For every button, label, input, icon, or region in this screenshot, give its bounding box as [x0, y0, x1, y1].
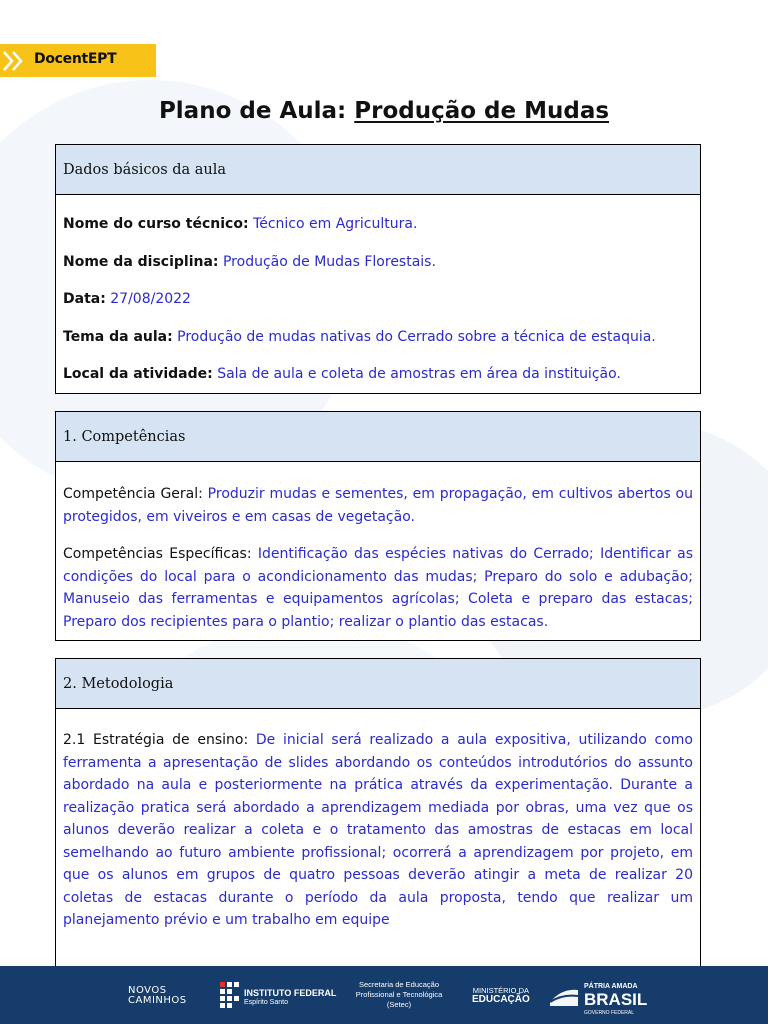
- brasil-wordmark: BRASIL: [584, 990, 648, 1009]
- row-label: Tema da aula:: [63, 328, 173, 345]
- competencia-geral: [63, 483, 693, 528]
- row-label: Competências Específicas:: [63, 546, 252, 562]
- docentept-logo: [0, 44, 156, 77]
- row-label: Nome do curso técnico:: [63, 216, 249, 232]
- governo-federal: GOVERNO FEDERAL: [584, 1010, 635, 1016]
- novos-caminhos-logo: [128, 986, 187, 1006]
- governo-federal-logo: [584, 982, 647, 1018]
- row-label: Local da atividade:: [63, 366, 213, 382]
- competencias-section: [55, 411, 701, 641]
- brasil-flag-icon: [548, 986, 580, 1008]
- section-header: Dados básicos da aula: [56, 145, 700, 195]
- ministerio-line2: EDUCAÇÃO: [472, 994, 530, 1005]
- estrategia-ensino: [63, 729, 693, 932]
- instituto-federal-icon: [220, 982, 240, 1008]
- row-label: Nome da disciplina:: [63, 253, 219, 270]
- patria-amada: PÁTRIA AMADA: [584, 983, 638, 990]
- footer-bar: [0, 966, 768, 1024]
- row-label: Data:: [63, 291, 106, 307]
- page-title: [0, 98, 768, 124]
- novos-line2: CAMINHOS: [128, 995, 187, 1006]
- if-campus: Espírito Santo: [244, 999, 288, 1006]
- row-value: Produção de Mudas Florestais.: [222, 253, 436, 270]
- row-value: 27/08/2022: [110, 291, 191, 307]
- info-row-tema: [63, 326, 693, 349]
- info-row-disciplina: [63, 251, 693, 274]
- ministerio-educacao-logo: [472, 986, 530, 1004]
- title-topic: Produção de Mudas: [354, 98, 610, 124]
- row-value: Produzir mudas e sementes, em propagação, em cultivos abertos ou protegidos, em viveiros e em casas de vegetação.: [63, 486, 693, 525]
- competencias-especificas: [63, 543, 693, 633]
- row-label: 2.1 Estratégia de ensino:: [63, 732, 249, 748]
- row-value: Sala de aula e coleta de amostras em área da instituição.: [217, 366, 621, 382]
- chevron-right-icon: [2, 50, 32, 72]
- instituto-federal-logo: [244, 988, 336, 1008]
- title-prefix: Plano de Aula:: [158, 98, 355, 124]
- info-row-local: [63, 363, 693, 386]
- logo-text: DocentEPT: [34, 51, 117, 67]
- row-value: Técnico em Agricultura.: [253, 216, 418, 232]
- if-name: INSTITUTO FEDERAL: [244, 988, 337, 998]
- metodologia-section: [55, 658, 701, 970]
- setec-label: Secretaria de Educação Profissional e Tecnológica (Setec): [355, 980, 443, 1009]
- dados-basicos-section: [55, 144, 701, 394]
- info-row-curso: [63, 213, 693, 236]
- row-value: Identificação das espécies nativas do Cerrado; Identificar as condições do local para o acondicionamento das mudas; Preparo do solo e adubação; Manuseio das ferramentas e equipamentos agrícolas; Coleta e preparo das estacas; Preparo dos recipientes para o plantio; realizar o plantio das estacas.: [63, 546, 694, 630]
- section-header: 2. Metodologia: [56, 659, 700, 709]
- row-label: Competência Geral:: [63, 486, 203, 502]
- section-header: 1. Competências: [56, 412, 700, 462]
- novos-line1: NOVOS: [128, 985, 167, 996]
- info-row-data: [63, 288, 693, 311]
- row-value: De inicial será realizado a aula expositiva, utilizando como ferramenta a apresentação de slides abordando os conteúdos introdutórios do assunto abordado na aula e posteriormente na prática através da experimentação. Durante a realização pratica será abordado a aprendizagem mediada por obras, uma vez que os alunos deverão realizar a coleta e o tratamento das amostras de estacas em local semelhando ao futuro ambiente profissional; ocorrerá a aprendizagem por projeto, em que os alunos em grupos de quatro pessoas deverão atingir a meta de realizar 20 coletas de estacas durante o período da aula proposta, tendo que realizar um planejamento prévio e um trabalho em equipe: [63, 732, 693, 928]
- row-value: Produção de mudas nativas do Cerrado sobre a técnica de estaquia.: [177, 328, 656, 345]
- ministerio-line1: MINISTÉRIO DA: [472, 986, 530, 995]
